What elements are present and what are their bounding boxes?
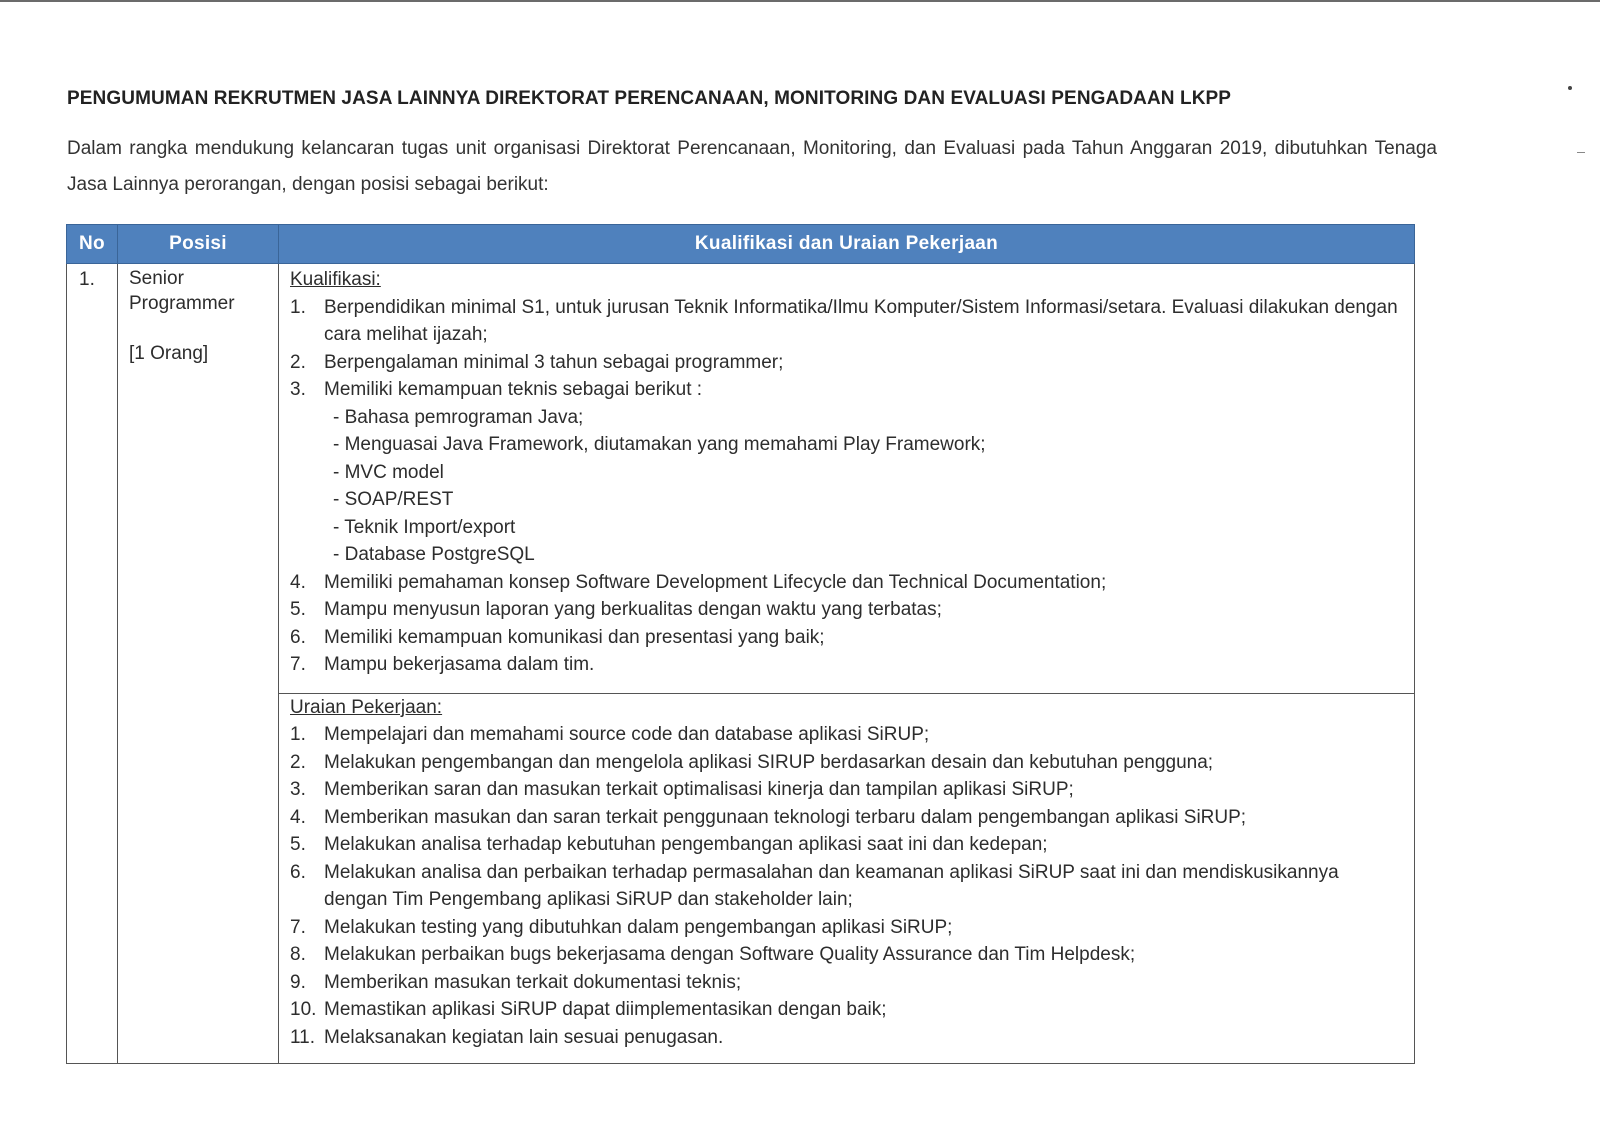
list-number: 3. [290,779,306,800]
list-text: Melaksanakan kegiatan lain sesuai penugasan. [324,1026,724,1048]
list-item [290,651,1404,679]
list-number: 8. [290,944,306,965]
list-item [290,749,1404,777]
list-item [290,804,1404,832]
list-text: Berpendidikan minimal S1, untuk jurusan Teknik Informatika/Ilmu Komputer/Sistem Informasi/setara. Evaluasi dilakukan dengan cara melihat ijazah; [324,296,1398,345]
list-item [290,914,1404,942]
header-no: No [67,225,118,264]
header-posisi: Posisi [118,225,279,264]
list-text: Memberikan masukan terkait dokumentasi teknis; [324,971,742,993]
list-number: 11. [290,1026,316,1048]
list-text: Mampu bekerjasama dalam tim. [324,654,595,675]
list-item [290,721,1404,749]
position-title-line2: Programmer [129,293,235,314]
skill-item: - Database PostgreSQL [333,544,535,565]
list-text: Memiliki kemampuan komunikasi dan presentasi yang baik; [324,626,825,648]
list-text: Melakukan perbaikan bugs bekerjasama dengan Software Quality Assurance dan Tim Helpdesk; [324,944,1136,965]
row-number: 1. [67,264,118,1064]
list-number: 5. [290,834,306,855]
list-item [290,831,1404,859]
scan-mark [1577,152,1585,153]
list-number: 6. [290,626,306,648]
list-item [290,1024,1404,1052]
list-item [290,941,1404,969]
intro-paragraph [67,131,1437,203]
skill-item: - SOAP/REST [333,489,454,510]
list-number: 4. [290,806,306,828]
list-text: Mampu menyusun laporan yang berkualitas dengan waktu yang terbatas; [324,599,942,620]
header-kualifikasi: Kualifikasi dan Uraian Pekerjaan [279,225,1415,264]
duties-section [279,694,1414,1064]
list-text: Melakukan analisa dan perbaikan terhadap permasalahan dan keamanan aplikasi SiRUP saat ini dan mendiskusikannya dengan Tim Pengembang aplikasi SiRUP dan stakeholder lain; [324,861,1339,910]
table-row [67,264,1415,1064]
list-item [290,569,1404,597]
list-number: 3. [290,379,306,400]
list-text: Mempelajari dan memahami source code dan database aplikasi SiRUP; [324,724,930,745]
list-item [290,294,1404,349]
position-cell [118,264,279,1064]
list-text: Melakukan testing yang dibutuhkan dalam pengembangan aplikasi SiRUP; [324,916,953,938]
list-text: Melakukan pengembangan dan mengelola aplikasi SIRUP berdasarkan desain dan kebutuhan pengguna; [324,751,1214,773]
intro-text: Dalam rangka mendukung kelancaran tugas unit organisasi Direktorat Perencanaan, Monitoring, dan Evaluasi pada Tahun Anggaran 2019, dibutuhkan Tenaga Jasa Lainnya perorangan, dengan posisi sebagai berikut: [67,138,1437,195]
list-text: Memberikan masukan dan saran terkait penggunaan teknologi terbaru dalam pengembangan aplikasi SiRUP; [324,806,1247,828]
skill-item: - MVC model [333,461,444,483]
list-number: 5. [290,599,306,620]
list-number: 10. [290,999,317,1020]
recruitment-table [66,224,1415,1064]
details-cell [279,264,1415,1064]
list-number: 2. [290,751,306,773]
list-text: Memastikan aplikasi SiRUP dapat diimplementasikan dengan baik; [324,999,887,1020]
duties-label: Uraian Pekerjaan: [290,696,443,718]
list-number: 7. [290,654,306,675]
position-title-line1: Senior [129,268,184,289]
document-title: PENGUMUMAN REKRUTMEN JASA LAINNYA DIREKTORAT PERENCANAAN, MONITORING DAN EVALUASI PENGADAAN LKPP [67,88,1232,109]
list-text: Berpengalaman minimal 3 tahun sebagai programmer; [324,351,784,373]
scan-top-edge [0,0,1600,2]
skill-item: - Bahasa pemrograman Java; [333,406,584,428]
list-item [290,376,1404,404]
qualifications-label: Kualifikasi: [290,269,381,290]
list-item [290,596,1404,624]
list-number: 1. [290,724,306,745]
list-number: 4. [290,571,306,593]
list-text: Memberikan saran dan masukan terkait optimalisasi kinerja dan tampilan aplikasi SiRUP; [324,779,1074,800]
list-number: 6. [290,861,306,883]
skill-item: - Menguasai Java Framework, diutamakan yang memahami Play Framework; [333,434,986,455]
list-item [290,859,1404,914]
list-item [290,624,1404,652]
list-item [290,996,1404,1024]
list-number: 1. [290,296,306,318]
list-text: Melakukan analisa terhadap kebutuhan pengembangan aplikasi saat ini dan kedepan; [324,834,1048,855]
qualifications-section [279,264,1414,693]
table-header-row [67,225,1415,264]
list-number: 2. [290,351,306,373]
skill-item: - Teknik Import/export [333,516,516,538]
scan-speck [1568,86,1572,90]
list-number: 7. [290,916,306,938]
list-item [290,969,1404,997]
position-count: [1 Orang] [129,343,209,364]
list-text: Memiliki pemahaman konsep Software Development Lifecycle dan Technical Documentation; [324,571,1107,593]
list-number: 9. [290,971,306,993]
list-text: Memiliki kemampuan teknis sebagai berikut : [324,379,703,400]
list-item [290,776,1404,804]
list-item [290,349,1404,377]
